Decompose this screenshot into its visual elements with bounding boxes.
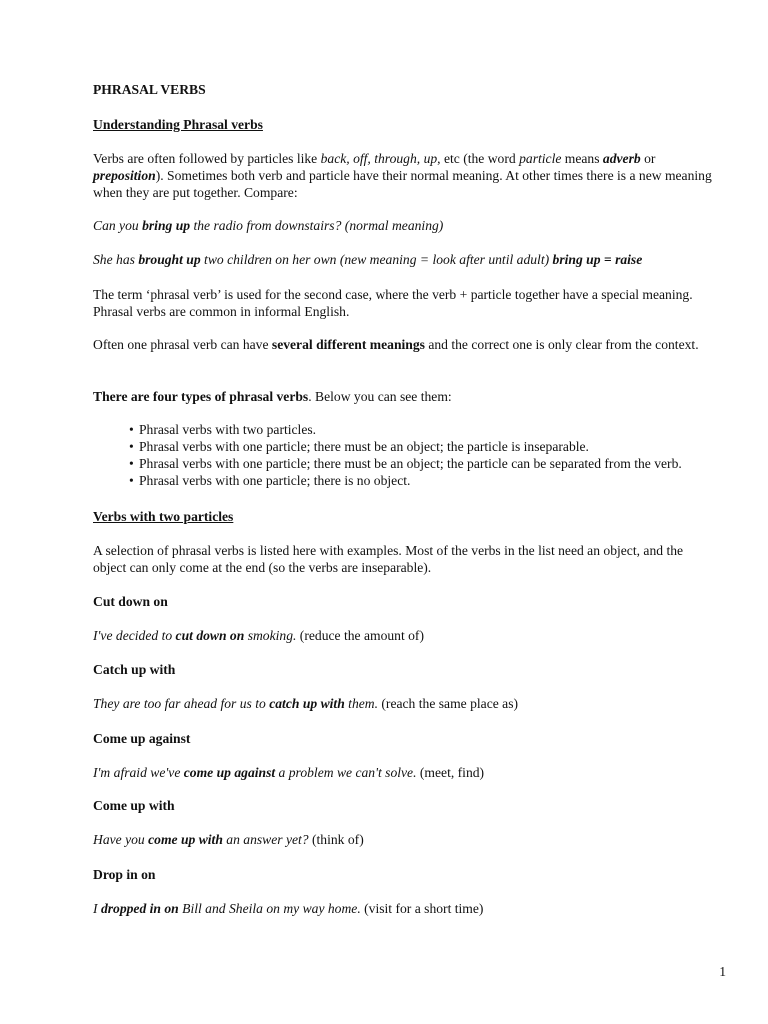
entry-example: I'm afraid we've come up against a problem we can't solve. (meet, find) <box>93 765 485 780</box>
entry-verb: Come up with <box>93 798 175 813</box>
document-title: PHRASAL VERBS <box>93 82 206 97</box>
example-normal-meaning: Can you bring up the radio from downstairs? (normal meaning) <box>93 218 444 233</box>
section-heading-two-particles: Verbs with two particles <box>93 509 234 524</box>
types-list <box>129 421 729 489</box>
page-number: 1 <box>719 964 726 979</box>
entry-verb: Come up against <box>93 731 191 746</box>
entry-example: I've decided to cut down on smoking. (reduce the amount of) <box>93 628 424 643</box>
entry-example: Have you come up with an answer yet? (think of) <box>93 832 364 847</box>
entry-example: They are too far ahead for us to catch up with them. (reach the same place as) <box>93 696 519 711</box>
list-item: • Phrasal verbs with one particle; there is no object. <box>129 472 729 489</box>
entry-verb: Catch up with <box>93 662 176 677</box>
entry-verb: Drop in on <box>93 867 156 882</box>
intro-paragraph: Verbs are often followed by particles like back, off, through, up, etc (the word particle means adverb or preposition). Sometimes both verb and particle have their normal meaning. At other times there is a new meaning when they are put together. Compare: <box>93 151 712 200</box>
section-heading-understanding: Understanding Phrasal verbs <box>93 117 263 132</box>
selection-paragraph: A selection of phrasal verbs is listed here with examples. Most of the verbs in the list need an object, and the object can only come at the end (so the verbs are inseparable). <box>93 543 684 575</box>
entry-example: I dropped in on Bill and Sheila on my way home. (visit for a short time) <box>93 901 484 916</box>
list-item: • Phrasal verbs with one particle; there must be an object; the particle is inseparable. <box>129 438 729 455</box>
example-new-meaning: She has brought up two children on her own (new meaning = look after until adult) bring up = raise <box>93 252 643 267</box>
types-paragraph: There are four types of phrasal verbs. Below you can see them: <box>93 389 452 404</box>
entry-verb: Cut down on <box>93 594 168 609</box>
list-item: • Phrasal verbs with two particles. <box>129 421 729 438</box>
term-paragraph: The term ‘phrasal verb’ is used for the second case, where the verb + particle together have a special meaning. Phrasal verbs are common in informal English. <box>93 287 693 319</box>
list-item: • Phrasal verbs with one particle; there must be an object; the particle can be separated from the verb. <box>129 455 729 472</box>
meanings-paragraph: Often one phrasal verb can have several different meanings and the correct one is only clear from the context. <box>93 337 699 352</box>
